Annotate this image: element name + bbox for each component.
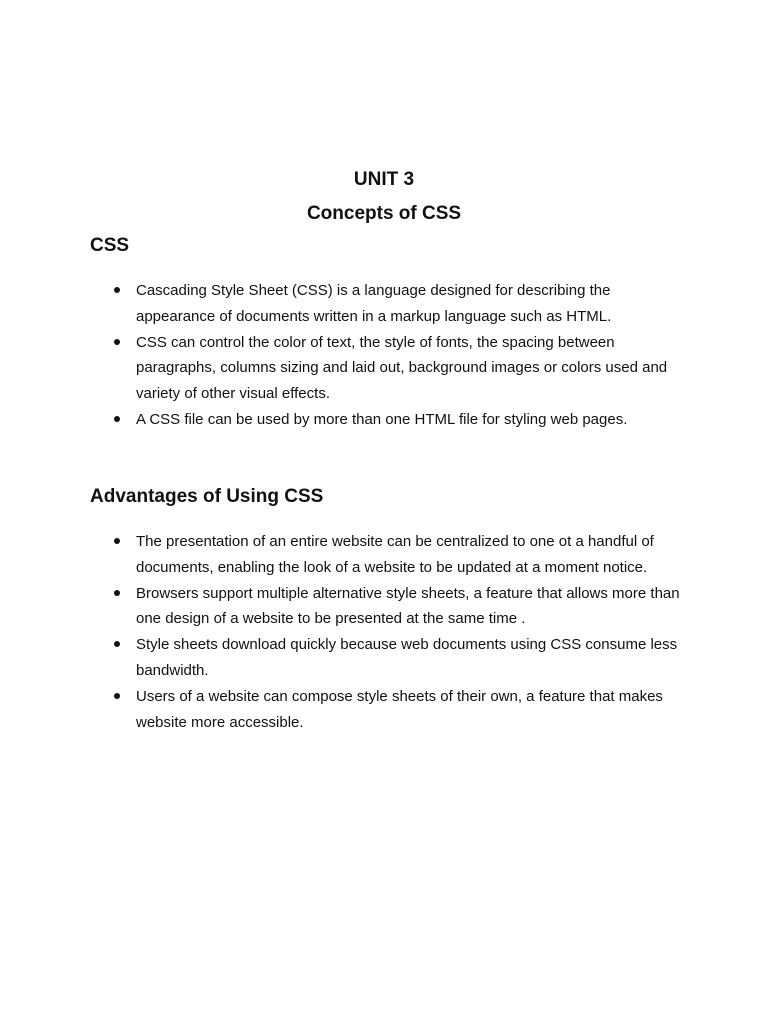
list-item-text: Style sheets download quickly because web documents using CSS consume less bandwidth. — [136, 636, 678, 679]
list-item-text: Cascading Style Sheet (CSS) is a language designed for describing the appearance of documents written in a markup language such as HTML. — [136, 282, 612, 325]
section-heading-css: CSS — [90, 235, 130, 256]
list-item — [112, 330, 692, 407]
list-item — [112, 632, 692, 684]
bullet-icon — [114, 339, 120, 345]
bullet-icon — [114, 693, 120, 699]
css-bullet-list — [112, 278, 692, 433]
list-item-text: A CSS file can be used by more than one HTML file for styling web pages. — [136, 410, 628, 428]
list-item-text: The presentation of an entire website can be centralized to one ot a handful of documents, enabling the look of a website to be updated at a moment notice. — [136, 533, 654, 576]
bullet-icon — [114, 590, 120, 596]
section-heading-advantages: Advantages of Using CSS — [90, 486, 324, 507]
document-subtitle: Concepts of CSS — [306, 203, 462, 224]
bullet-icon — [114, 641, 120, 647]
bullet-icon — [114, 287, 120, 293]
list-item — [112, 529, 692, 581]
list-item-text: CSS can control the color of text, the style of fonts, the spacing between paragraphs, columns sizing and laid out, background images or colors used and variety of other visual effects. — [136, 333, 668, 403]
list-item-text: Browsers support multiple alternative style sheets, a feature that allows more than one design of a website to be presented at the same time . — [136, 584, 680, 628]
bullet-icon — [114, 538, 120, 544]
list-item — [112, 684, 692, 736]
list-item — [112, 407, 692, 433]
list-item — [112, 278, 692, 330]
list-item-text: Users of a website can compose style sheets of their own, a feature that makes website more accessible. — [136, 687, 663, 731]
list-item — [112, 581, 692, 633]
bullet-icon — [114, 416, 120, 422]
advantages-bullet-list — [112, 529, 692, 735]
unit-title: UNIT 3 — [353, 169, 415, 190]
